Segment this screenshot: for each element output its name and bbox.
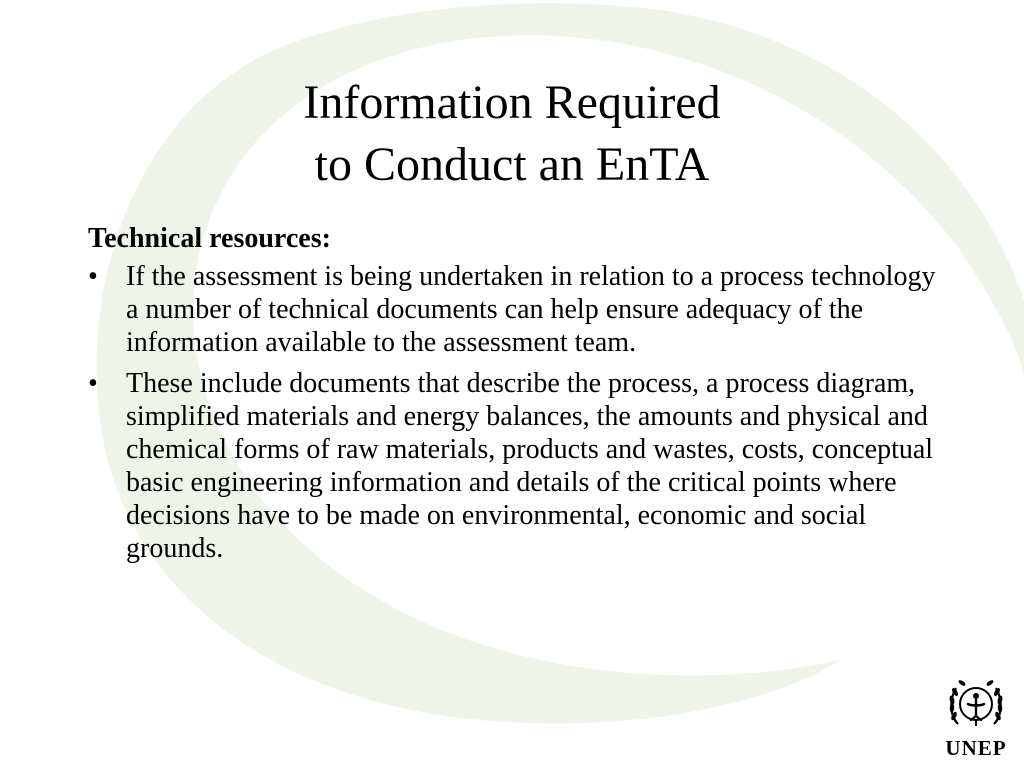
unep-emblem-icon <box>946 676 1006 734</box>
title-line-2: to Conduct an EnTA <box>314 138 710 191</box>
bullet-text: These include documents that describe the process, a process diagram, simplified materials and energy balances, the amounts and physical and chemical forms of raw materials, products and wastes, costs, conceptual basic engineering information and details of the critical points where decisions have to be made on environmental, economic and social grounds. <box>126 368 934 564</box>
section-heading: Technical resources: <box>88 223 331 254</box>
unep-logo <box>938 676 1014 764</box>
bullet-list <box>88 260 948 565</box>
bullet-marker: • <box>88 368 98 399</box>
unep-logo-text: UNEP <box>945 736 1007 760</box>
bullet-item <box>88 367 948 565</box>
bullet-item <box>88 260 948 359</box>
bullet-marker: • <box>88 261 98 292</box>
slide-title <box>0 72 1024 196</box>
title-line-1: Information Required <box>303 76 721 129</box>
slide-content <box>88 222 948 573</box>
bullet-text: If the assessment is being undertaken in relation to a process technology a number of technical documents can help ensure adequacy of the information available to the assessment team. <box>126 261 936 358</box>
